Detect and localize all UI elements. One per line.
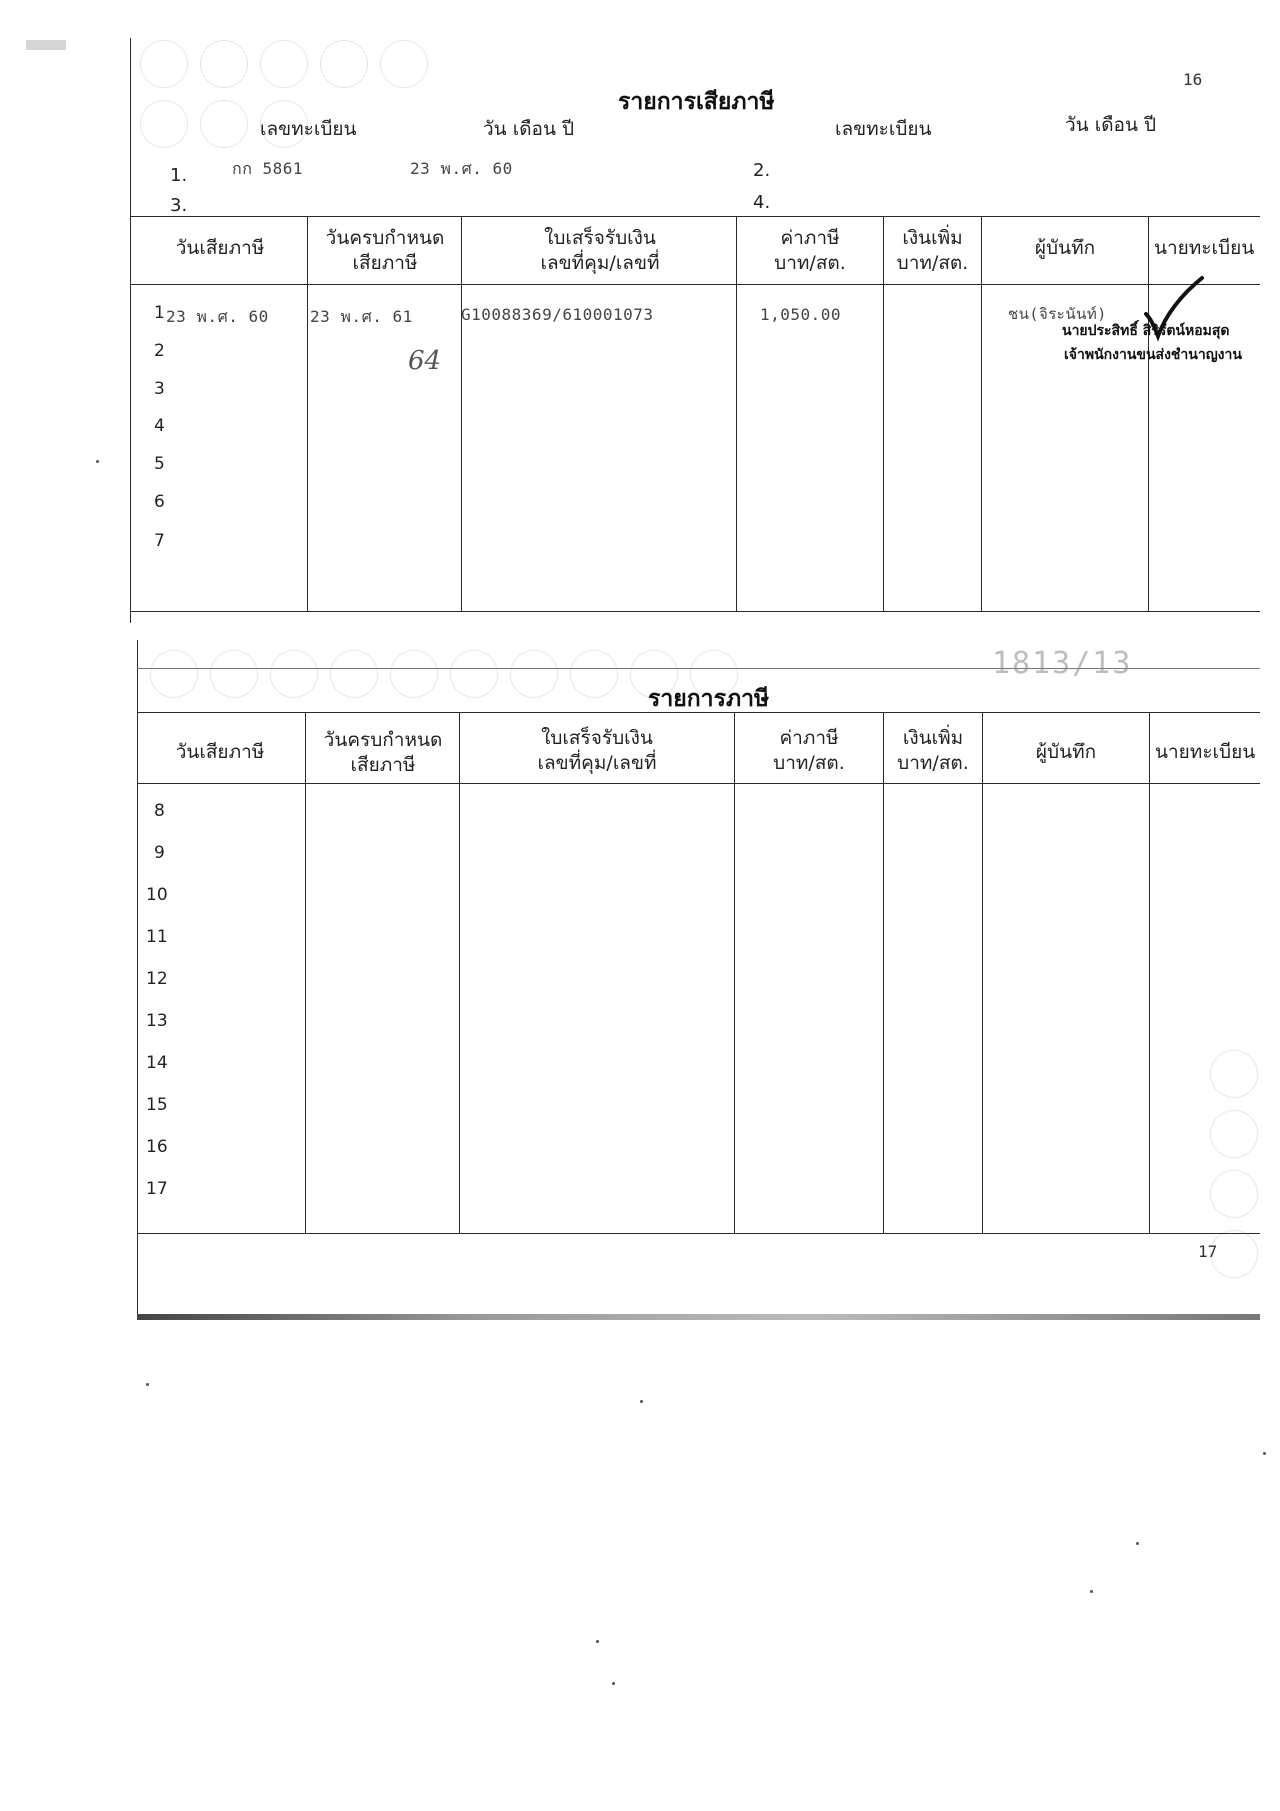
table2-header-due-date-line1: วันครบกำหนด (323, 729, 443, 751)
table1-header-due-date-line2: เสียภาษี (352, 252, 418, 274)
table1-header-tax-line1: ค่าภาษี (780, 227, 840, 249)
table1-header-tax-line2: บาท/สต. (774, 252, 846, 274)
section-divider-text: 1813/13 (992, 646, 1133, 681)
table1-header-due-date (310, 226, 460, 276)
table1-header-paid-date (140, 236, 300, 261)
table2-header-receipt-line1: ใบเสร็จรับเงิน (541, 727, 653, 749)
table2-col-divider-4 (883, 712, 884, 1234)
scan-speck (146, 1383, 149, 1386)
scan-speck (96, 460, 99, 463)
entry-1-number: 1. (170, 165, 188, 186)
table1-header-surcharge-line1: เงินเพิ่ม (902, 227, 963, 249)
entry-1-reg: กก 5861 (232, 159, 304, 178)
table1-row-number: 7 (154, 531, 165, 551)
table2-col-divider-1 (305, 712, 306, 1234)
table1-header-receipt (465, 226, 735, 276)
table1-row1-paid-date: 23 พ.ศ. 60 (166, 307, 269, 326)
table1-header-surcharge (885, 226, 980, 276)
table2-row-number: 10 (146, 885, 168, 905)
table2-header-registrar (1151, 740, 1280, 765)
page-number-top: 16 (1183, 70, 1203, 89)
sheet-left-border (130, 38, 131, 623)
handwritten-note: 64 (408, 346, 442, 376)
table1-col-divider-1 (307, 216, 308, 612)
table2-row-number: 12 (146, 969, 168, 989)
table2-header-paid-date-text: วันเสียภาษี (175, 741, 265, 763)
table1-header-registrar-text: นายทะเบียน (1154, 237, 1255, 259)
table2-row-number: 8 (154, 801, 165, 821)
table2-header-receipt-line2: เลขที่คุม/เลขที่ (537, 752, 657, 774)
table1-bottom-rule (130, 611, 1260, 612)
table2-header-tax (737, 726, 881, 776)
table2-header-due-date (308, 728, 458, 778)
date-label-left: วัน เดือน ปี (483, 118, 575, 140)
table2-header-paid-date (140, 740, 300, 765)
table2-row-number: 13 (146, 1011, 168, 1031)
table1-top-rule (130, 216, 1260, 217)
table1-row1-receipt: G10088369/610001073 (461, 305, 654, 324)
table1-row-number: 2 (154, 341, 165, 361)
table2-header-due-date-line2: เสียภาษี (350, 754, 416, 776)
table2-header-surcharge (885, 726, 981, 776)
table2-header-tax-line1: ค่าภาษี (779, 727, 839, 749)
sheet-left-border-lower (137, 640, 138, 1320)
table2-col-divider-6 (1149, 712, 1150, 1234)
table1-row-number: 3 (154, 379, 165, 399)
table2-row-number: 9 (154, 843, 165, 863)
table2-header-surcharge-line1: เงินเพิ่ม (902, 727, 964, 749)
table2-row-number: 14 (146, 1053, 168, 1073)
scan-speck (1136, 1542, 1139, 1545)
table1-header-rule (130, 284, 1260, 285)
table2-row-number: 17 (146, 1179, 168, 1199)
table1-col-divider-2 (461, 216, 462, 612)
table2-header-recorder (984, 740, 1148, 765)
stamp-position: เจ้าพนักงานขนส่งชำนาญงาน (1064, 347, 1242, 363)
table2-col-divider-5 (982, 712, 983, 1234)
table1-header-recorder-text: ผู้บันทึก (1034, 237, 1096, 259)
sheet-bottom-edge (137, 1314, 1260, 1320)
scan-speck (612, 1682, 615, 1685)
table2-header-receipt (462, 726, 732, 776)
table1-col-divider-3 (736, 216, 737, 612)
table2-row-number: 16 (146, 1137, 168, 1157)
stamp-name: นายประสิทธิ์ สิริรัตน์หอมสุด (1062, 323, 1230, 339)
table1-row1-due-date: 23 พ.ศ. 61 (310, 307, 413, 326)
table1-header-recorder (983, 236, 1147, 261)
table1-row1-tax: 1,050.00 (760, 305, 842, 324)
scan-speck (1090, 1590, 1093, 1593)
table1-header-due-date-line1: วันครบกำหนด (325, 227, 445, 249)
table2-col-divider-2 (459, 712, 460, 1234)
table2-header-surcharge-line2: บาท/สต. (897, 752, 969, 774)
table1-header-receipt-line2: เลขที่คุม/เลขที่ (540, 252, 660, 274)
date-label-right: วัน เดือน ปี (1065, 114, 1157, 136)
table2-header-registrar-text: นายทะเบียน (1155, 741, 1256, 763)
page-number-bottom: 17 (1198, 1242, 1218, 1261)
section2-title: รายการภาษี (648, 686, 770, 712)
section1-title: รายการเสียภาษี (618, 89, 775, 115)
table1-header-registrar (1150, 236, 1280, 261)
entry-3-number: 3. (170, 195, 188, 216)
entry-1-date: 23 พ.ศ. 60 (410, 159, 513, 178)
table2-row-number: 11 (146, 927, 168, 947)
table1-header-surcharge-line2: บาท/สต. (896, 252, 969, 274)
scan-speck (640, 1400, 643, 1403)
table2-col-divider-3 (734, 712, 735, 1234)
reg-label-right: เลขทะเบียน (835, 118, 932, 140)
table2-header-recorder-text: ผู้บันทึก (1035, 741, 1097, 763)
table2-header-tax-line2: บาท/สต. (773, 752, 845, 774)
table1-col-divider-4 (883, 216, 884, 612)
table1-header-receipt-line1: ใบเสร็จรับเงิน (544, 227, 656, 249)
scan-speck (596, 1640, 599, 1643)
table1-header-tax (738, 226, 882, 276)
table1-row-number-1: 1 (154, 303, 165, 323)
reg-label-left: เลขทะเบียน (260, 118, 357, 140)
table1-row-number: 4 (154, 416, 165, 436)
scan-artifact (26, 40, 66, 50)
entry-2-number: 2. (753, 160, 771, 181)
entry-4-number: 4. (753, 192, 771, 213)
table1-row-number: 6 (154, 492, 165, 512)
table1-header-paid-date-text: วันเสียภาษี (175, 237, 265, 259)
table1-row1-recorder: ชน(จิระนันท์) (1008, 305, 1107, 323)
table1-col-divider-5 (981, 216, 982, 612)
table2-row-number: 15 (146, 1095, 168, 1115)
table1-row-number: 5 (154, 454, 165, 474)
scan-speck (1263, 1452, 1266, 1455)
